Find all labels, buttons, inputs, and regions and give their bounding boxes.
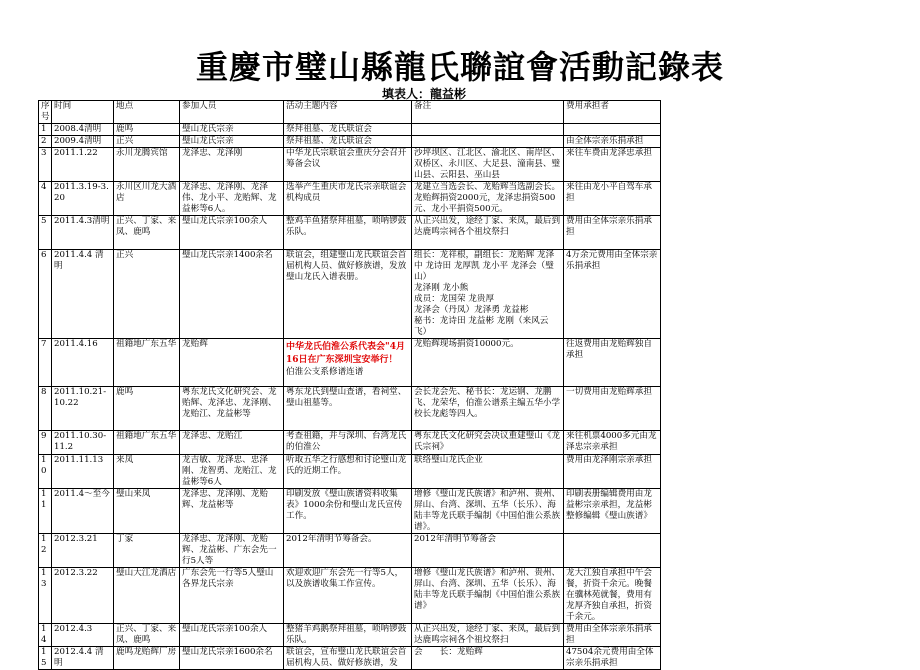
row-place: 祖籍地广东五华 bbox=[114, 431, 180, 455]
table-row bbox=[39, 431, 661, 455]
table-row bbox=[39, 216, 661, 250]
row-time: 2011.4.4 清明 bbox=[52, 250, 114, 339]
table-row bbox=[39, 568, 661, 624]
row-topic: 祭拜祖墓、龙氏联谊会 bbox=[284, 124, 412, 136]
row-time: 2012.3.21 bbox=[52, 534, 114, 568]
row-place: 永川区川龙大酒店 bbox=[114, 182, 180, 216]
row-place: 永川龙腾宾馆 bbox=[114, 148, 180, 182]
row-people: 璧山龙氏宗亲1400余名 bbox=[180, 250, 284, 339]
row-topic: 听取五华之行感想和讨论璧山龙氏的近期工作。 bbox=[284, 455, 412, 489]
row-cost: 4万余元费用由全体宗亲乐捐承担 bbox=[564, 250, 661, 339]
row-people: 璧山龙氏宗亲100余人 bbox=[180, 624, 284, 647]
row-people: 龙贻辉 bbox=[180, 339, 284, 387]
row-cost bbox=[564, 124, 661, 136]
table-row bbox=[39, 339, 661, 387]
row-topic: 考查祖籍，并与深圳、台湾龙氏的伯淮公 bbox=[284, 431, 412, 455]
row-people: 龙泽忠、龙泽刚、龙泽伟、龙小平、龙贻辉、龙益彬等6人。 bbox=[180, 182, 284, 216]
row-time: 2009.4清明 bbox=[52, 136, 114, 148]
row-number: 11 bbox=[39, 489, 52, 534]
row-remark: 从正兴出发，途经丁家、来凤，最后到达鹿鸣宗祠各个祖坟祭扫 bbox=[412, 216, 564, 250]
row-topic: 整猪羊鸡鹅祭拜祖墓，唢呐锣鼓乐队。 bbox=[284, 624, 412, 647]
highlight-text: 中华龙氏伯淮公系代表会"4月16日在广东深圳宝安举行！ bbox=[286, 342, 405, 365]
row-topic: 2012年清明节筹备会。 bbox=[284, 534, 412, 568]
row-remark bbox=[412, 136, 564, 148]
row-place: 正兴 bbox=[114, 136, 180, 148]
row-number: 13 bbox=[39, 568, 52, 624]
row-number: 15 bbox=[39, 647, 52, 670]
row-time: 2011.11.13 bbox=[52, 455, 114, 489]
topic-text: 伯淮公支系修谱连谱 bbox=[286, 367, 364, 377]
header-time: 时间 bbox=[52, 101, 114, 124]
row-time: 2008.4清明 bbox=[52, 124, 114, 136]
row-number: 1 bbox=[39, 124, 52, 136]
row-remark: 粤东龙氏文化研究会决议重建璧山《龙氏宗祠》 bbox=[412, 431, 564, 455]
row-number: 8 bbox=[39, 387, 52, 431]
row-people: 璧山龙氏宗亲 bbox=[180, 136, 284, 148]
row-people: 龙泽忠、龙泽刚、龙贻辉、龙益彬、广东会先一行5人等 bbox=[180, 534, 284, 568]
row-cost bbox=[564, 534, 661, 568]
row-cost: 费用由全体宗亲乐捐承担 bbox=[564, 624, 661, 647]
table-header-row bbox=[39, 101, 661, 124]
row-topic: 祭拜祖墓、龙氏联谊会 bbox=[284, 136, 412, 148]
row-remark bbox=[412, 124, 564, 136]
row-time: 2011.3.19-3.20 bbox=[52, 182, 114, 216]
row-number: 12 bbox=[39, 534, 52, 568]
table-row bbox=[39, 148, 661, 182]
row-remark: 从正兴出发，途经丁家、来凤，最后到达鹿鸣宗祠各个祖坟祭扫 bbox=[412, 624, 564, 647]
row-place: 正兴、丁家、来凤、鹿鸣 bbox=[114, 624, 180, 647]
row-topic: 欢迎欢迎广东会先一行等5人，以及族谱收集工作宣传。 bbox=[284, 568, 412, 624]
header-people: 参加人员 bbox=[180, 101, 284, 124]
row-number: 6 bbox=[39, 250, 52, 339]
row-cost: 来往车费由龙泽忠承担 bbox=[564, 148, 661, 182]
activity-log-table bbox=[38, 100, 661, 670]
row-time: 2011.1.22 bbox=[52, 148, 114, 182]
row-place: 正兴、丁家、来凤、鹿鸣 bbox=[114, 216, 180, 250]
row-number: 5 bbox=[39, 216, 52, 250]
row-remark: 增修《璧山龙氏族谱》和泸州、贵州、屏山、台湾、深圳、五华（长乐）、海陆丰等龙氏联手编制《中国伯淮公系族谱》 bbox=[412, 568, 564, 624]
header-cost: 费用承担者 bbox=[564, 101, 661, 124]
row-topic: 联谊会，组建璧山龙氏联谊会首届机构人员、做好修族谱，发放璧山龙氏入谱表册。 bbox=[284, 250, 412, 339]
row-time: 2012.4.4 清明 bbox=[52, 647, 114, 670]
row-remark: 龙贻辉现场捐资10000元。 bbox=[412, 339, 564, 387]
table-row bbox=[39, 136, 661, 148]
row-remark: 沙坪坝区、江北区、渝北区、南岸区、双桥区、永川区、大足县、潼南县、璧山县、云阳县、巫山县 bbox=[412, 148, 564, 182]
table-row bbox=[39, 647, 661, 670]
row-people: 粤东龙氏文化研究会、龙贻辉、龙泽忠、龙泽刚、龙贻江、龙益彬等 bbox=[180, 387, 284, 431]
row-remark: 联络璧山龙氏企业 bbox=[412, 455, 564, 489]
table-row bbox=[39, 250, 661, 339]
row-time: 2011.4～至今 bbox=[52, 489, 114, 534]
header-remark: 备注 bbox=[412, 101, 564, 124]
row-number: 10 bbox=[39, 455, 52, 489]
row-cost: 印刷表册编辑费用由龙益彬宗亲承担，龙益彬整修编辑《璧山族谱》 bbox=[564, 489, 661, 534]
row-people: 璧山龙氏宗亲100余人 bbox=[180, 216, 284, 250]
row-cost: 来往由龙小平自驾车承担 bbox=[564, 182, 661, 216]
row-people: 璧山龙氏宗亲1600余名 bbox=[180, 647, 284, 670]
remark-line: 龙泽刚 龙小熊 bbox=[414, 283, 469, 293]
document-title: 重慶市璧山縣龍氏聯誼會活動記錄表 bbox=[195, 48, 724, 86]
row-remark: 龙建立当选会长、龙贻辉当选副会长。龙贻辉捐资2000元，龙泽忠捐资500元、龙小平捐资500元。 bbox=[412, 182, 564, 216]
row-place: 丁家 bbox=[114, 534, 180, 568]
row-people: 璧山龙氏宗亲 bbox=[180, 124, 284, 136]
row-cost: 由全体宗亲乐捐承担 bbox=[564, 136, 661, 148]
remark-line: 龙泽会（丹凤）龙泽勇 龙益彬 bbox=[414, 305, 529, 315]
row-number: 3 bbox=[39, 148, 52, 182]
row-number: 4 bbox=[39, 182, 52, 216]
row-topic: 整鸡羊鱼猪祭拜祖墓，唢呐锣鼓乐队。 bbox=[284, 216, 412, 250]
row-people: 龙泽忠、龙泽刚 bbox=[180, 148, 284, 182]
row-topic: 中华龙氏宗联谊会重庆分会召开筹备会议 bbox=[284, 148, 412, 182]
row-number: 7 bbox=[39, 339, 52, 387]
header-place: 地点 bbox=[114, 101, 180, 124]
row-remark bbox=[412, 250, 564, 339]
row-cost: 47504余元费用由全体宗亲乐捐承担 bbox=[564, 647, 661, 670]
row-time: 2011.10.30-11.2 bbox=[52, 431, 114, 455]
row-remark: 会长龙会先、秘书长：龙运钢、龙鹏飞、龙荣华，伯淮公谱系主编五华小学校长龙彪等四人。 bbox=[412, 387, 564, 431]
row-people: 龙吉敏、龙泽忠、忠泽刚、龙智勇、龙贻江、龙益彬等6人 bbox=[180, 455, 284, 489]
filler-label: 填表人：龍益彬 bbox=[382, 87, 467, 101]
row-time: 2012.3.22 bbox=[52, 568, 114, 624]
row-place: 正兴 bbox=[114, 250, 180, 339]
table-row bbox=[39, 387, 661, 431]
row-time: 2012.4.3 bbox=[52, 624, 114, 647]
row-remark: 会 长：龙贻辉 bbox=[412, 647, 564, 670]
table-row bbox=[39, 489, 661, 534]
row-place: 鹿鸣龙贻辉厂房 bbox=[114, 647, 180, 670]
header-no: 序号 bbox=[39, 101, 52, 124]
row-cost: 来往机票4000多元由龙泽忠宗亲承担 bbox=[564, 431, 661, 455]
row-place: 鹿鸣 bbox=[114, 387, 180, 431]
row-number: 14 bbox=[39, 624, 52, 647]
row-cost: 龙大江独自承担中午会餐，折资千余元。晚餐在骥林苑就餐，费用有龙厚齐独自承担，折资千余元。 bbox=[564, 568, 661, 624]
row-time: 2011.10.21-10.22 bbox=[52, 387, 114, 431]
row-topic: 粤东龙氏到璧山查谱，看祠堂、璧山祖墓等。 bbox=[284, 387, 412, 431]
table-row bbox=[39, 124, 661, 136]
row-place: 鹿鸣 bbox=[114, 124, 180, 136]
row-number: 9 bbox=[39, 431, 52, 455]
row-people: 广东会先一行等5人璧山各界龙氏宗亲 bbox=[180, 568, 284, 624]
row-place: 来凤 bbox=[114, 455, 180, 489]
table-row bbox=[39, 624, 661, 647]
row-time: 2011.4.16 bbox=[52, 339, 114, 387]
row-remark: 2012年清明节筹备会 bbox=[412, 534, 564, 568]
row-time: 2011.4.3清明 bbox=[52, 216, 114, 250]
row-topic: 联谊会，宣布璧山龙氏联谊会首届机构人员、做好修族谱，发 bbox=[284, 647, 412, 670]
table-row bbox=[39, 455, 661, 489]
row-topic bbox=[284, 339, 412, 387]
row-cost: 费用由全体宗亲乐捐承担 bbox=[564, 216, 661, 250]
table-row bbox=[39, 534, 661, 568]
header-topic: 活动主题内容 bbox=[284, 101, 412, 124]
row-people: 龙泽忠、龙泽刚、龙贻辉、龙益彬等 bbox=[180, 489, 284, 534]
row-place: 璧山大江龙酒店 bbox=[114, 568, 180, 624]
remark-line: 成员：龙国荣 龙贵厚 bbox=[414, 294, 495, 304]
table-row bbox=[39, 182, 661, 216]
row-place: 祖籍地广东五华 bbox=[114, 339, 180, 387]
row-place: 璧山来凤 bbox=[114, 489, 180, 534]
row-cost: 一切费用由龙贻辉承担 bbox=[564, 387, 661, 431]
row-cost: 往返费用由龙贻辉独自承担 bbox=[564, 339, 661, 387]
row-cost: 费用由龙泽刚宗亲承担 bbox=[564, 455, 661, 489]
row-topic: 印刷发放《璧山族谱资料收集表》1000余份和璧山龙氏宣传工作。 bbox=[284, 489, 412, 534]
row-people: 龙泽忠、龙贻江 bbox=[180, 431, 284, 455]
row-topic: 选举产生重庆市龙氏宗亲联谊会机构成员 bbox=[284, 182, 412, 216]
remark-line: 组长：龙祥根，副组长：龙贻辉 龙泽中 龙诗田 龙厚凯 龙小平 龙泽会（璧山） bbox=[414, 250, 555, 282]
row-remark: 增修《璧山龙氏族谱》和泸州、贵州、屏山、台湾、深圳、五华（长乐）、海陆丰等龙氏联手编制《中国伯淮公系族谱》。 bbox=[412, 489, 564, 534]
row-number: 2 bbox=[39, 136, 52, 148]
remark-line: 秘书：龙诗田 龙益彬 龙刚（来风云飞） bbox=[414, 316, 549, 337]
